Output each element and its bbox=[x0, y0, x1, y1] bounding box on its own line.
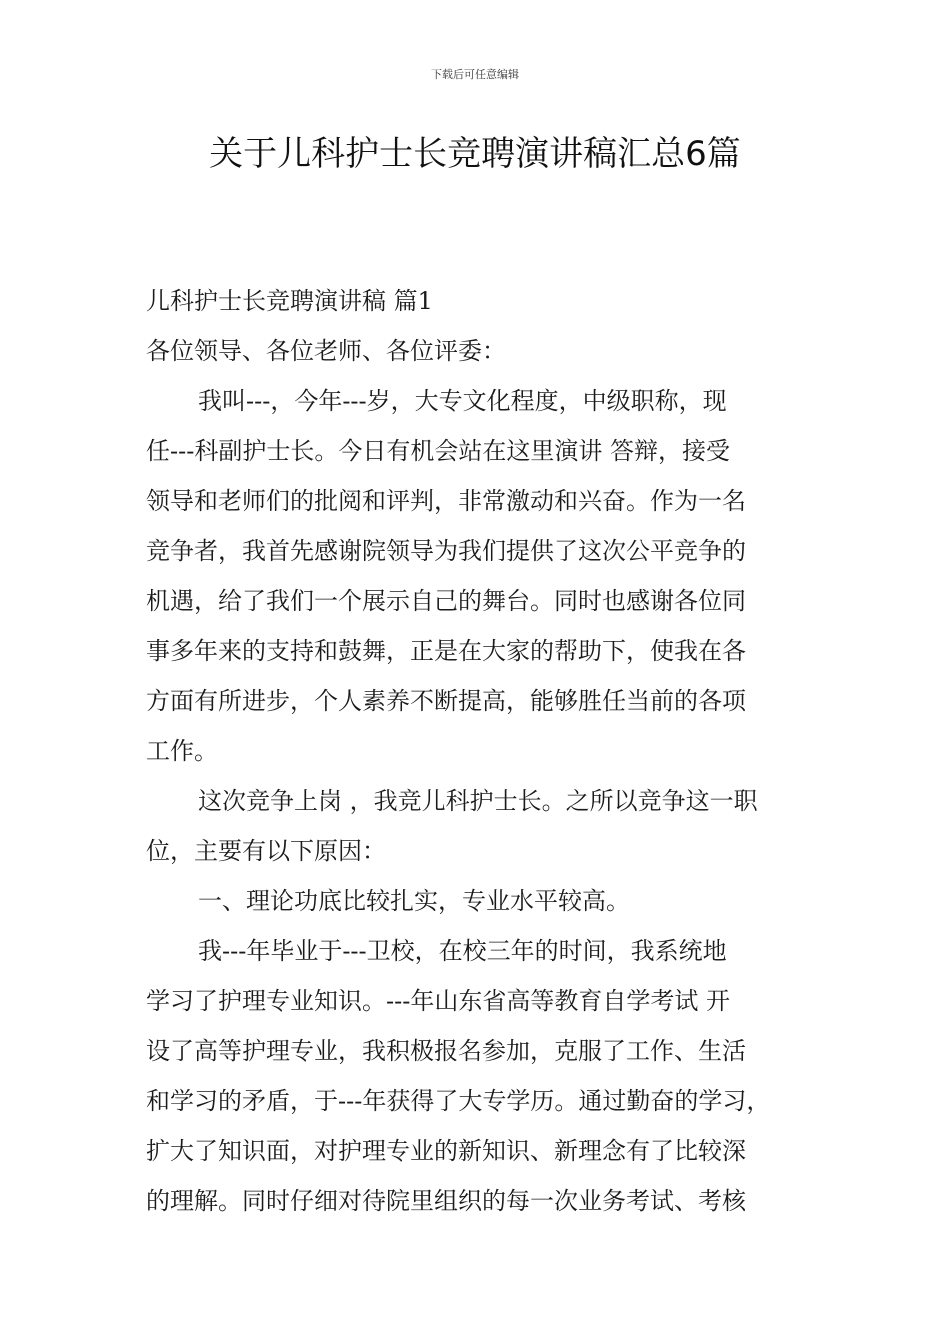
body-text-line: 设了高等护理专业，我积极报名参加，克服了工作、生活 bbox=[146, 1037, 746, 1065]
body-text-line: 学习了护理专业知识。---年山东省高等教育自学考试 开 bbox=[146, 987, 730, 1015]
body-text-line: 这次竞争上岗 ，我竞儿科护士长。之所以竞争这一职 bbox=[198, 787, 758, 815]
body-text-line: 我叫---，今年---岁，大专文化程度，中级职称，现 bbox=[198, 387, 727, 415]
paragraph-lines bbox=[146, 376, 814, 1226]
section-heading: 儿科护士长竞聘演讲稿 篇1 bbox=[146, 287, 433, 315]
body-text-line: 和学习的矛盾，于---年获得了大专学历。通过勤奋的学习， bbox=[146, 1087, 771, 1115]
header-note: 下载后可任意编辑 bbox=[431, 68, 519, 81]
document-title: 关于儿科护士长竞聘演讲稿汇总6篇 bbox=[209, 134, 741, 174]
body-text-line: 扩大了知识面，对护理专业的新知识、新理念有了比较深 bbox=[146, 1137, 746, 1165]
body-text-line: 位，主要有以下原因： bbox=[146, 837, 386, 865]
document-body bbox=[146, 276, 814, 1226]
body-text-line: 任---科副护士长。今日有机会站在这里演讲 答辩，接受 bbox=[146, 437, 730, 465]
body-text-line: 事多年来的支持和鼓舞，正是在大家的帮助下，使我在各 bbox=[146, 637, 746, 665]
body-text-line: 机遇，给了我们一个展示自己的舞台。同时也感谢各位同 bbox=[146, 587, 746, 615]
body-text-line: 的理解。同时仔细对待院里组织的每一次业务考试、考核 bbox=[146, 1187, 746, 1215]
body-text-line: 领导和老师们的批阅和评判，非常激动和兴奋。作为一名 bbox=[146, 487, 746, 515]
body-text-line: 方面有所进步，个人素养不断提高，能够胜任当前的各项 bbox=[146, 687, 746, 715]
body-text-line: 工作。 bbox=[146, 737, 218, 765]
body-text-line: 竞争者，我首先感谢院领导为我们提供了这次公平竞争的 bbox=[146, 537, 746, 565]
body-text-line: 我---年毕业于---卫校，在校三年的时间，我系统地 bbox=[198, 937, 727, 965]
body-text-line: 一、理论功底比较扎实，专业水平较高。 bbox=[198, 887, 630, 915]
salutation: 各位领导、各位老师、各位评委： bbox=[146, 337, 506, 365]
